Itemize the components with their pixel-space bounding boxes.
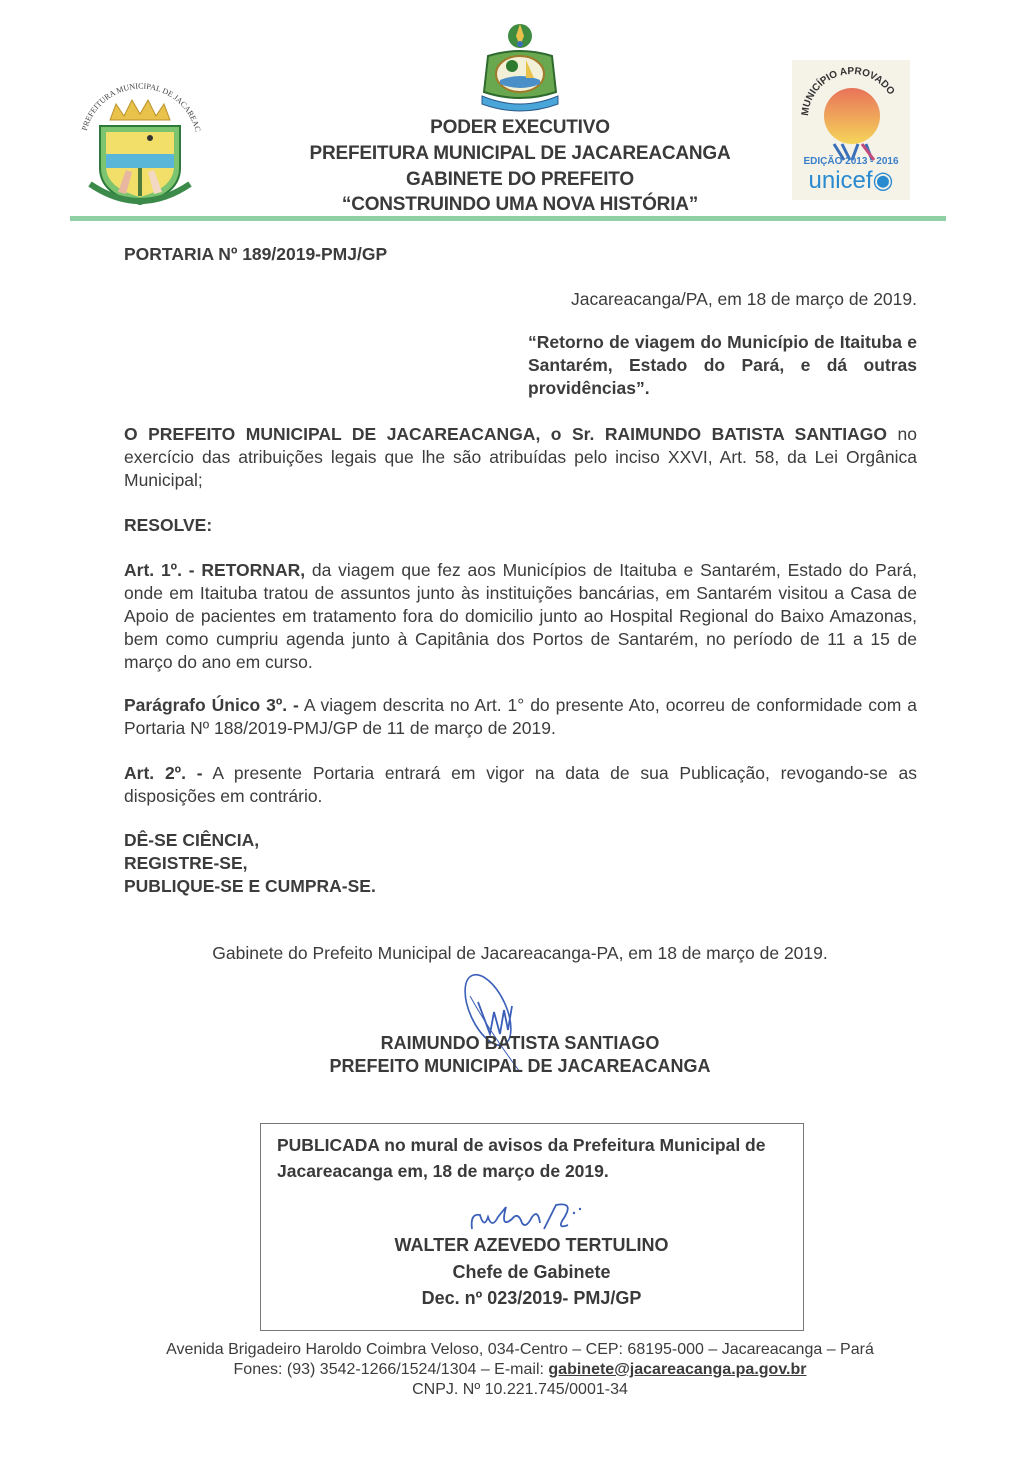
svg-text:PREFEITURA MUNICIPAL DE JACARE: PREFEITURA MUNICIPAL DE JACAREAC xyxy=(79,81,203,133)
mayor-name: RAIMUNDO BATISTA SANTIAGO xyxy=(380,1033,660,1053)
article-2-text: A presente Portaria entrará em vigor na data de sua Publicação, revogando-se as disposições em contrário. xyxy=(124,763,917,806)
un-emblem-icon: ◉ xyxy=(872,167,894,194)
footer-phones: Fones: (93) 3542-1266/1524/1304 – E-mail: xyxy=(233,1361,549,1378)
state-coat-of-arms-logo xyxy=(470,22,570,114)
place-date: Jacareacanga/PA, em 18 de março de 2019. xyxy=(570,289,917,309)
closing-formula xyxy=(124,829,917,898)
preamble-authority: O PREFEITO MUNICIPAL DE JACAREACANGA, o Sr. RAIMUNDO BATISTA SANTIAGO xyxy=(124,424,888,444)
office-date: Gabinete do Prefeito Municipal de Jacareacanga-PA, em 18 de março de 2019. xyxy=(212,943,828,963)
footer-cnpj: CNPJ. Nº 10.221.745/0001-34 xyxy=(412,1381,628,1398)
header-municipality: PREFEITURA MUNICIPAL DE JACAREACANGA xyxy=(309,143,731,164)
preamble-text: no exercício das atribuições legais que lhe são atribuídas pelo inciso XXVI, Art. 58, da Lei Orgânica Municipal; xyxy=(124,424,917,490)
closing-line: PUBLIQUE-SE E CUMPRA-SE. xyxy=(124,876,376,896)
svg-text:MUNICÍPIO APROVADO: MUNICÍPIO APROVADO xyxy=(799,65,897,117)
sole-paragraph-text: A viagem descrita no Art. 1° do presente Ato, ocorreu de conformidade com a Portaria Nº 188/2019-PMJ/GP de 11 de março de 2019. xyxy=(124,695,917,738)
footer-contacts xyxy=(110,1360,930,1380)
publication-notice-box xyxy=(260,1123,804,1331)
closing-line: REGISTRE-SE, xyxy=(124,853,248,873)
header-branch: PODER EXECUTIVO xyxy=(430,117,610,138)
chief-signature-scribble xyxy=(466,1199,596,1239)
municipal-coat-of-arms-logo xyxy=(68,72,213,212)
chief-decree: Dec. nº 023/2019- PMJ/GP xyxy=(421,1288,642,1308)
footer-email-link[interactable]: gabinete@jacareacanga.pa.gov.br xyxy=(548,1361,807,1378)
sole-paragraph xyxy=(124,694,917,740)
chief-name: WALTER AZEVEDO TERTULINO xyxy=(394,1235,669,1255)
unicef-brand-text: unicef◉ xyxy=(808,167,894,194)
sole-paragraph-label: Parágrafo Único 3º. - xyxy=(124,695,299,715)
resolve-heading: RESOLVE: xyxy=(124,515,213,535)
chief-role: Chefe de Gabinete xyxy=(452,1262,611,1282)
article-1 xyxy=(124,559,917,674)
article-2 xyxy=(124,762,917,808)
article-2-label: Art. 2º. - xyxy=(124,763,203,783)
article-1-text: da viagem que fez aos Municípios de Itaituba e Santarém, Estado do Pará, onde em Itaituba tratou de assuntos junto às instituições bancárias, em Santarém visitou a Casa de Apoio de pacientes em tratamento fora do domicilio junto ao Hospital Regional do Baixo Amazonas, bem como cumpriu agenda junto à Capitânia dos Portos de Santarém, no período de 11 a 15 de março do ano em curso. xyxy=(124,560,917,672)
document-number: PORTARIA Nº 189/2019-PMJ/GP xyxy=(124,244,388,264)
mayor-title: PREFEITO MUNICIPAL DE JACAREACANGA xyxy=(329,1056,711,1076)
closing-line: DÊ-SE CIÊNCIA, xyxy=(124,830,260,850)
article-1-label: Art. 1º. - RETORNAR, xyxy=(124,560,306,580)
header-office: GABINETE DO PREFEITO xyxy=(406,169,634,190)
document-summary: “Retorno de viagem do Município de Itaituba e Santarém, Estado do Pará, e dá outras providências”. xyxy=(528,332,917,398)
preamble xyxy=(124,423,917,492)
seal-edition-text: EDIÇÃO 2013 - 2016 xyxy=(803,156,899,167)
publication-text: PUBLICADA no mural de avisos da Prefeitura Municipal de Jacareacanga em, 18 de março de 2019. xyxy=(277,1135,766,1181)
footer-address: Avenida Brigadeiro Haroldo Coimbra Veloso, 034-Centro – CEP: 68195-000 – Jacareacanga – Pará xyxy=(166,1341,874,1358)
header-motto: “CONSTRUINDO UMA NOVA HISTÓRIA” xyxy=(341,194,699,215)
header-divider xyxy=(70,216,946,221)
